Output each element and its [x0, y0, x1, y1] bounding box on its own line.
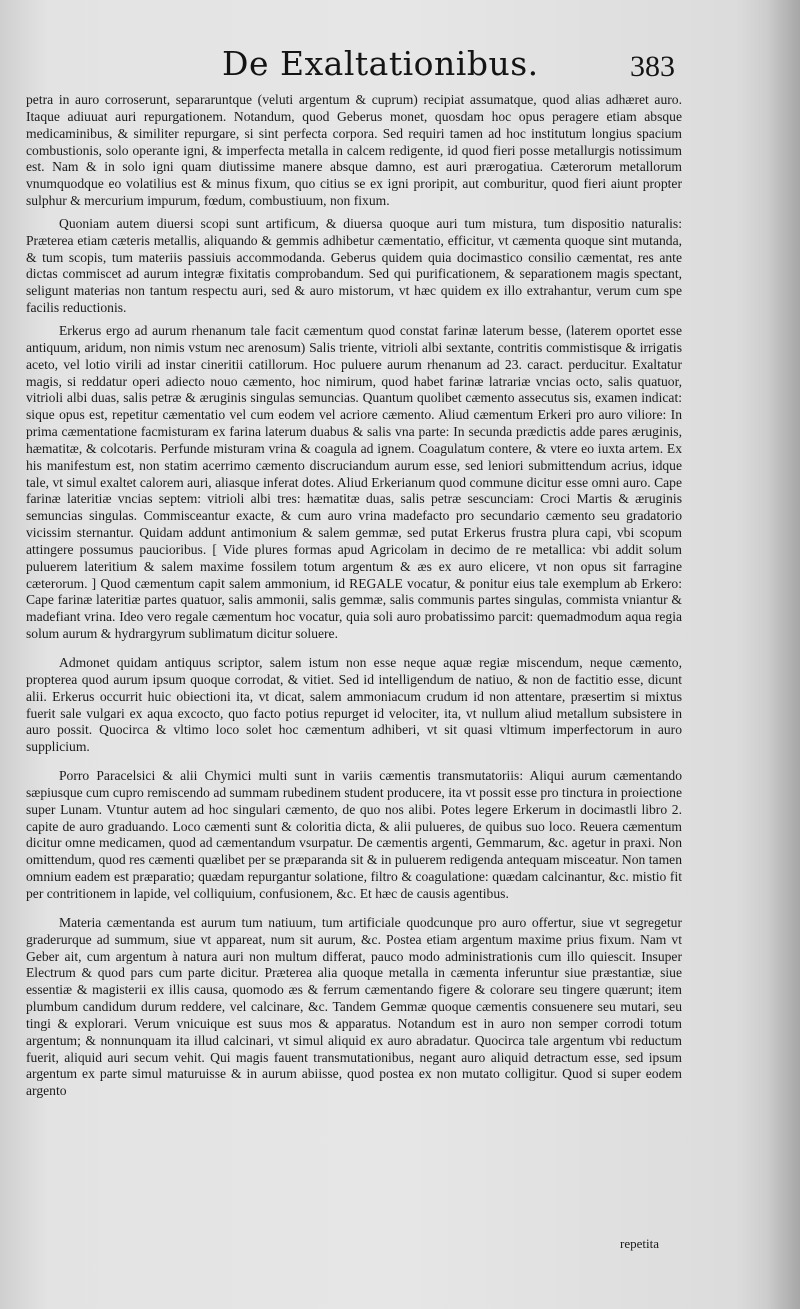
page-number: 383 — [630, 50, 675, 83]
paragraph: Porro Paracelsici & alii Chymici multi sunt in variis cæmentis transmutatoriis: Aliqui aurum cæmentando sæpiusque cum cupro remiscendo ad summam rubedinem student producere, ita vt possit esse pro tinctura in proiectione super Lunam. Vtuntur autem ad hoc singulari cæmento, de quo nos alibi. Potes legere Erkerum in docimastli libro 2. capite de auro graduando. Loco cæmenti sunt & coloritia dicta, & alii pulueres, de quibus suo loco. Reuera cæmentum dicitur omne medicamen, quod ad cæmentandum vsurpatur. De cæmentis argenti, Gemmarum, &c. agetur in praxi. Non omittendum, quod res cæmenti quælibet per se præparanda sit & in puluerem redigenda antequam misceatur. Non tamen omnium eadem est præparatio; quædam repurgantur solatione, filtro & coagulatione: quædam calcinantur, &c. mistio fit per contritionem in lapide, vel colliquium, confusionem, &c. Et hæc de causis agentibus. — [26, 768, 682, 901]
page-header — [0, 44, 800, 88]
paragraph-continuation: petra in auro corroserunt, separaruntque (veluti argentum & cuprum) recipiat assumatque, quod alias adhæret auro. Itaque adiuuat auri repurgationem. Notandum, quod Geberus monet, quosdam hoc opus peragere etiam absque medicaminibus, & similiter repurgare, si sint perfecta corpora. Sed requiri tamen ad hoc institutum longius spacium combustionis, solo operante igni, & imperfecta metalla in calcem redigente, id quod fieri posse metallurgis notissimum est. Nam & in solo igni quam diutissime manere absque damno, est auri prærogatiua. Cæterorum metallorum vnumquodque eo volatilius est & minus fixum, quo citius se ex igni proripit, aut comburitur, quod fieri aiunt propter sulphur & mercurium impurum, fœdum, combustiuum, non fixum. — [26, 92, 682, 209]
paragraph: Quoniam autem diuersi scopi sunt artificum, & diuersa quoque auri tum mistura, tum dispositio naturalis: Præterea etiam cæteris metallis, aliquando & gemmis adhibetur cæmentatio, efficitur, vt cæmenta quoque sint mutanda, & tum scopis, tum materiis passiuis accommodanda. Geberus quidem quia docimastico consilio cæmentat, res ante dictas commiscet ad aurum integræ fixitatis comprobandum. Sed qui purificationem, & separationem magis spectant, seligunt materias non tantum respectu auri, sed & auro mistorum, vt hæc quidem ex illo extrahantur, verum cum spe facilis reductionis. — [26, 215, 682, 316]
page-gutter-shadow — [766, 0, 800, 1309]
paragraph: Erkerus ergo ad aurum rhenanum tale facit cæmentum quod constat farinæ laterum besse, (laterem oportet esse antiquum, aridum, non nimis vstum nec arenosum) Salis triente, vitrioli albi sextante, contritis commistisque & irrigatis aceto, vel lotio virili ad instar cineritii catillorum. Hoc puluere aurum rhenanum ad 23. caract. perducitur. Exaltatur magis, si reddatur operi adiecto nouo cæmento, hoc nimirum, quod habet farinæ latrariæ vncias octo, salis quatuor, vitrioli albi duas, salis petræ & æruginis singulas semuncias. Quantum quolibet cæmento assecutus sis, examen indicat: sique opus est, repetitur cæmentatio vel cum eodem vel acriore cæmento. Aliud cæmentum Erkeri pro auro viliore: In prima cæmentatione facmisturam ex farina laterum duabus & salis vna parte: In secunda prædictis adde pares æruginis, hæmatitæ, & colcotaris. Perfunde misturam vrina & coagula ad ignem. Coagulatum contere, & vtere eo iuxta artem. Ex his manifestum est, non statim acerrimo cæmento discruciandum aurum esse, sed leniori submittendum acrius, idque tale, vt simul exaltet calorem auri, aliasque inferat dotes. Aliud Erkerianum quod commune dicitur esse omni auro. Cape farinæ lateritiæ vncias septem: vitrioli albi tres: hæmatitæ duas, salis petræ sescunciam: Croci Martis & æruginis semuncias singulas. Commisceantur exacte, & cum auro vrina madefacto pro secundario cæmento seu gradatorio vicissim sternantur. Quidam addunt antimonium & salem gemmæ, sed putat Erkerus frustra plura capi, vbi scopum attingere possumus paucioribus. [ Vide plures formas apud Agricolam in decimo de re metallica: vbi addit solum puluerem lateritium & salem maxime fossilem totum argentum & æs ex auro elicere, vt non opus sit farragine cæterorum. ] Quod cæmentum capit salem ammonium, id REGALE vocatur, & ponitur eius tale exemplum ab Erkero: Cape farinæ lateritiæ partes quatuor, salis ammonii, salis gemmæ, salis communis partes singulas, commista vniantur & madefiant vrina. Ideo vero regale cæmentum hoc vocatur, quia soli auro probatissimo parcit: quemadmodum aqua regia solum aurum & hydrargyrum sublimatum dicitur soluere. — [26, 322, 682, 642]
catchword: repetita — [620, 1236, 659, 1251]
body-text — [26, 92, 682, 1100]
paragraph: Materia cæmentanda est aurum tum natiuum, tum artificiale quodcunque pro auro offertur, siue vt segregetur graderurque ad summum, siue vt appareat, num sit aurum, &c. Postea etiam argentum maxime prius fixum. Nam vt Geber ait, cum argentum à natura auri non multum differat, pauco modo administrationis cum illo quiescit. Insuper Electrum & quod pars cum parte dicitur. Præterea alia quoque metalla in cæmenta inferuntur siue præstantiæ, siue essentiæ & magisterii ex illis causa, quomodo æs & ferrum cæmentando figere & colorare seu tingere quærunt; item plumbum candidum durum reddere, vel calcinare, &c. Tandem Gemmæ quoque cæmentis consuenere seu mutari, seu tingi & explorari. Verum vnicuique est suus mos & apparatus. Notandum est in auro non semper corrodi totum argentum; & nonnunquam ita illud calcinari, vt simul aliquid ex auro abradatur. Quocirca tale argentum vbi reductum fuerit, aliquid auri secum vehit. Qui magis fauent transmutationibus, negant auro aliquid detractum esse, sed ipsum argentum ex parte simul maturuisse & in aurum abiisse, quod postea ex non mutato colligitur. Quod si super eodem argento — [26, 914, 682, 1099]
paragraph: Admonet quidam antiquus scriptor, salem istum non esse neque aquæ regiæ miscendum, neque cæmento, propterea quod aurum ipsum quoque corrodat, & vitiet. Sed id intelligendum de natiuo, & non de factitio esse, dicunt alii. Erkerus occurrit huic obiectioni ita, vt dicat, salem ammoniacum crudum id non attentare, præsertim si mixtus fuerit sale vulgari ex aqua excocto, quo facto potius repurget id velociter, ita, vt nullum aliud metallum subsistere in auro possit. Quocirca & vltimo loco solet hoc cæmentum adhiberi, vt sit quasi vltimum imperfectorum in auro supplicium. — [26, 655, 682, 755]
running-title: De Exaltationibus. — [222, 44, 539, 83]
